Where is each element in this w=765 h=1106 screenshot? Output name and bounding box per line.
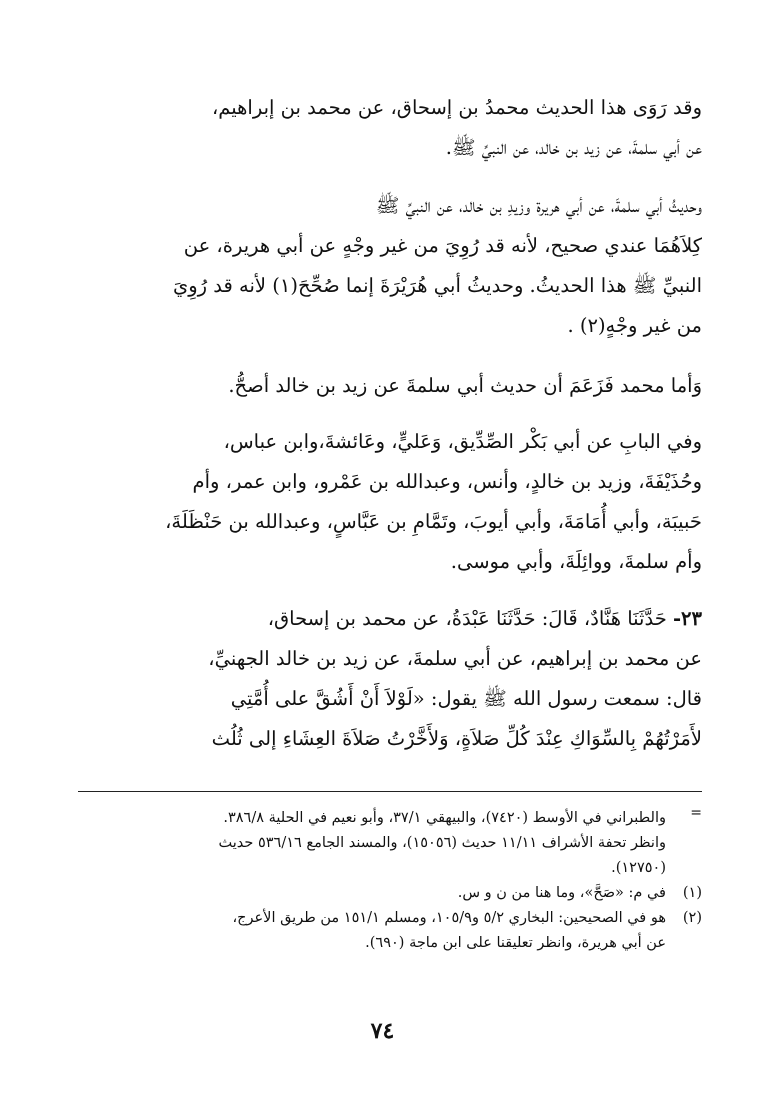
paragraph-in-the-chapter (78, 422, 702, 582)
text-line: لأَمَرْتُهُمْ بِالسِّوَاكِ عِنْدَ كُلِّ صَلاَةٍ، وَلأَخَّرْتُ صَلاَةَ العِشَاءِ إلى ثُلُث (211, 727, 702, 750)
hadith-number: ٢٣- (672, 607, 702, 630)
hadith-23 (78, 599, 702, 759)
text-line: وَأما محمد فَزَعَمَ أن حديث أبي سلمةَ عن زيد بن خالد أصحُّ. (228, 374, 702, 397)
footnote-1 (78, 881, 702, 906)
text-line (78, 599, 702, 639)
text-line: وحُذَيْفَةَ، وزيد بن خالدٍ، وأنس، وعبدالله بن عَمْرو، وابن عمر، وأم (192, 470, 702, 493)
text-line: قال: سمعت رسول الله ﷺ يقول: «لَوْلاَ أَنْ أَشُقَّ على أُمَّتِي (230, 687, 702, 710)
text-line: وأم سلمةَ، ووائِلَةَ، وأبي موسى. (450, 550, 702, 573)
text-line: وفي البابِ عن أبي بَكْر الصِّدِّيق، وَعَليٍّ، وعَائشةَ،وابن عباس، (223, 430, 702, 453)
footnote-continued (78, 806, 702, 881)
text-line: النبيِّ ﷺ هذا الحديثُ. وحديثُ أبي هُرَيْرَةَ إنما صُحِّحَ(١) لأنه قد رُوِيَ (172, 274, 702, 297)
footnote-line: في م: «صَحَّ»، وما هنا من ن و س. (457, 885, 666, 901)
page-number: ٧٤ (370, 1018, 395, 1044)
hadith-text: حَدَّثَنَا هَنَّادٌ، قَالَ: حَدَّثَنَا عَبْدَةُ، عن محمد بن إسحاق، (267, 607, 667, 630)
footnote-number: (١) (682, 885, 702, 901)
text-line: وقد رَوَى هذا الحديث محمدُ بن إسحاق، عن محمد بن إبراهيم، (211, 96, 702, 119)
footnote-line: وانظر تحفة الأشراف ١١/١١ حديث (١٥٠٥٦)، والمسند الجامع ٥٣٦/١٦ حديث (218, 835, 666, 851)
footnote-number: (٢) (682, 910, 702, 926)
paragraph-bukhari-opinion (78, 366, 702, 406)
footnote-line: عن أبي هريرة، وانظر تعليقنا على ابن ماجة (٦٩٠). (365, 935, 666, 951)
text-line: كِلاَهُمَا عندي صحيح، لأنه قد رُوِيَ من غير وجْهٍ عن أبي هريرة، عن (183, 234, 702, 257)
text-line: من غير وجْهٍ(٢) . (567, 314, 702, 337)
footnote-line: (١٢٧٥٠). (611, 860, 666, 876)
text-line: عن محمد بن إبراهيم، عن أبي سلمةَ، عن زيد بن خالد الجهنيِّ، (208, 647, 702, 670)
footnote-line: والطبراني في الأوسط (٧٤٢٠)، والبيهقي ٣٧/١، وأبو نعيم في الحلية ٣٨٦/٨. (223, 810, 666, 826)
footnote-2 (78, 906, 702, 956)
footnotes (78, 806, 702, 956)
text-line: عن أبي سلمةَ، عن زيد بن خالد، عن النبيِّ ﷺ. (445, 136, 702, 159)
paragraph-authenticity-ruling (78, 186, 702, 346)
text-line: وحديثُ أبي سلمةَ، عن أبي هريرة وزيدِ بن خالد، عن النبيِّ ﷺ (375, 194, 702, 217)
text-line: حَبيبَة، وأبي أُمَامَةَ، وأبي أيوبَ، وتَمَّامِ بن عَبَّاسٍ، وعبدالله بن حَنْظَلَةَ، (165, 510, 702, 533)
paragraph-narration-chain (78, 88, 702, 168)
footnote-divider (78, 791, 702, 792)
footnote-continuation-mark: = (690, 805, 702, 821)
footnote-line: هو في الصحيحين: البخاري ٥/٢ و١٠٥/٩، ومسلم ١٥١/١ من طريق الأعرج، (232, 910, 666, 926)
